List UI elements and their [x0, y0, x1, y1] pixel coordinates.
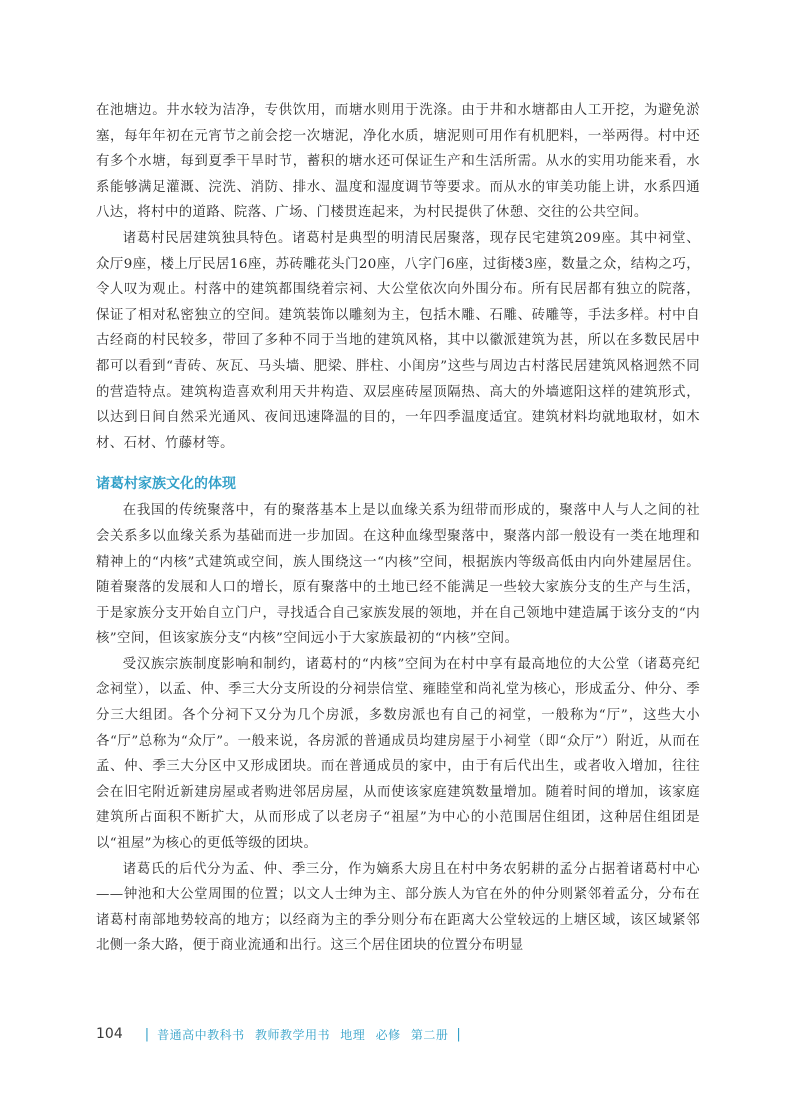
book-title: 普通高中教科书 教师教学用书 地理 必修 第二册: [157, 1027, 449, 1042]
paragraph-branch-distribution: 诸葛氏的后代分为孟、仲、季三分，作为嫡系大房且在村中务农躬耕的孟分占据着诸葛村中心——钟池和大公堂周围的位置；以文人士绅为主、部分族人为官在外的仲分则紧邻着孟分，分布在诸葛村南部地势较高的地方；以经商为主的季分则分布在距离大公堂较远的上塘区域，该区域紧邻北侧一条大路，便于商业流通和出行。这三个居住团块的位置分布明显: [96, 861, 700, 954]
page-number: 104: [96, 1026, 123, 1042]
page-footer: [96, 1023, 469, 1045]
paragraph-water-system: 在池塘边。井水较为洁净，专供饮用，而塘水则用于洗涤。由于井和水塘都由人工开挖，为避免淤塞，每年年初在元宵节之前会挖一次塘泥，净化水质，塘泥则可用作有机肥料，一举两得。村中还有多个水塘，每到夏季干旱时节，蓄积的塘水还可保证生产和生活所需。从水的实用功能来看，水系能够满足灌溉、浣洗、消防、排水、温度和湿度调节等要求。而从水的审美功能上讲，水系四通八达，将村中的道路、院落、广场、门楼贯连起来，为村民提供了休憩、交往的公共空间。: [96, 103, 700, 221]
footer-separator-right: |: [456, 1026, 461, 1042]
paragraph-kinship-settlement: 在我国的传统聚落中，有的聚落基本上是以血缘关系为纽带而形成的，聚落中人与人之间的社会关系多以血缘关系为基础而进一步加固。在这种血缘型聚落中，聚落内部一般设有一类在地理和精神上的“内核”式建筑或空间，族人围绕这一“内核”空间，根据族内等级高低由内向外建屋居住。随着聚落的发展和人口的增长，原有聚落中的土地已经不能满足一些较大家族分支的生产与生活，于是家族分支开始自立门户，寻找适合自己家族发展的领地，并在自己领地中建造属于该分支的“内核”空间，但该家族分支“内核”空间远小于大家族最初的“内核”空间。: [96, 503, 700, 647]
paragraph-clan-system: 受汉族宗族制度影响和制约，诸葛村的“内核”空间为在村中享有最高地位的大公堂（诸葛亮纪念祠堂），以孟、仲、季三大分支所设的分祠崇信堂、雍睦堂和尚礼堂为核心，形成孟分、仲分、季分三大组团。各个分祠下又分为几个房派，多数房派也有自己的祠堂，一般称为“厅”，这些大小各“厅”总称为“众厅”。一般来说，各房派的普通成员均建房屋于小祠堂（即“众厅”）附近，从而在孟、仲、季三大分区中又形成团块。而在普通成员的家中，由于有后代出生，或者收入增加，往往会在旧宅附近新建房屋或者购进邻居房屋，从而使该家庭建筑数量增加。随着时间的增加，该家庭建筑所占面积不断扩大，从而形成了以老房子“祖屋”为中心的小范围居住组团，这种居住组团是以“祖屋”为核心的更低等级的团块。: [96, 656, 700, 852]
section-heading: 诸葛村家族文化的体现: [96, 476, 236, 493]
paragraph-residential-architecture: 诸葛村民居建筑独具特色。诸葛村是典型的明清民居聚落，现存民宅建筑209座。其中祠堂、众厅9座，楼上厅民居16座，苏砖雕花头门20座，八字门6座，过街楼3座，数量之众，结构之巧，令人叹为观止。村落中的建筑都围绕着宗祠、大公堂依次向外围分布。所有民居都有独立的院落，保证了相对私密独立的空间。建筑装饰以雕刻为主，包括木雕、石雕、砖雕等，手法多样。村中自古经商的村民较多，带回了多种不同于当地的建筑风格，其中以徽派建筑为甚，所以在多数民居中都可以看到“青砖、灰瓦、马头墙、肥梁、胖柱、小闺房”这些与周边古村落民居建筑风格迥然不同的营造特点。建筑构造喜欢利用天井构造、双层座砖屋顶隔热、高大的外墙遮阳这样的建筑形式，以达到日间自然采光通风、夜间迅速降温的目的，一年四季温度适宜。建筑材料均就地取材，如木材、石材、竹藤材等。: [96, 230, 700, 451]
page-body: [96, 98, 700, 959]
footer-separator-left: |: [144, 1026, 150, 1042]
